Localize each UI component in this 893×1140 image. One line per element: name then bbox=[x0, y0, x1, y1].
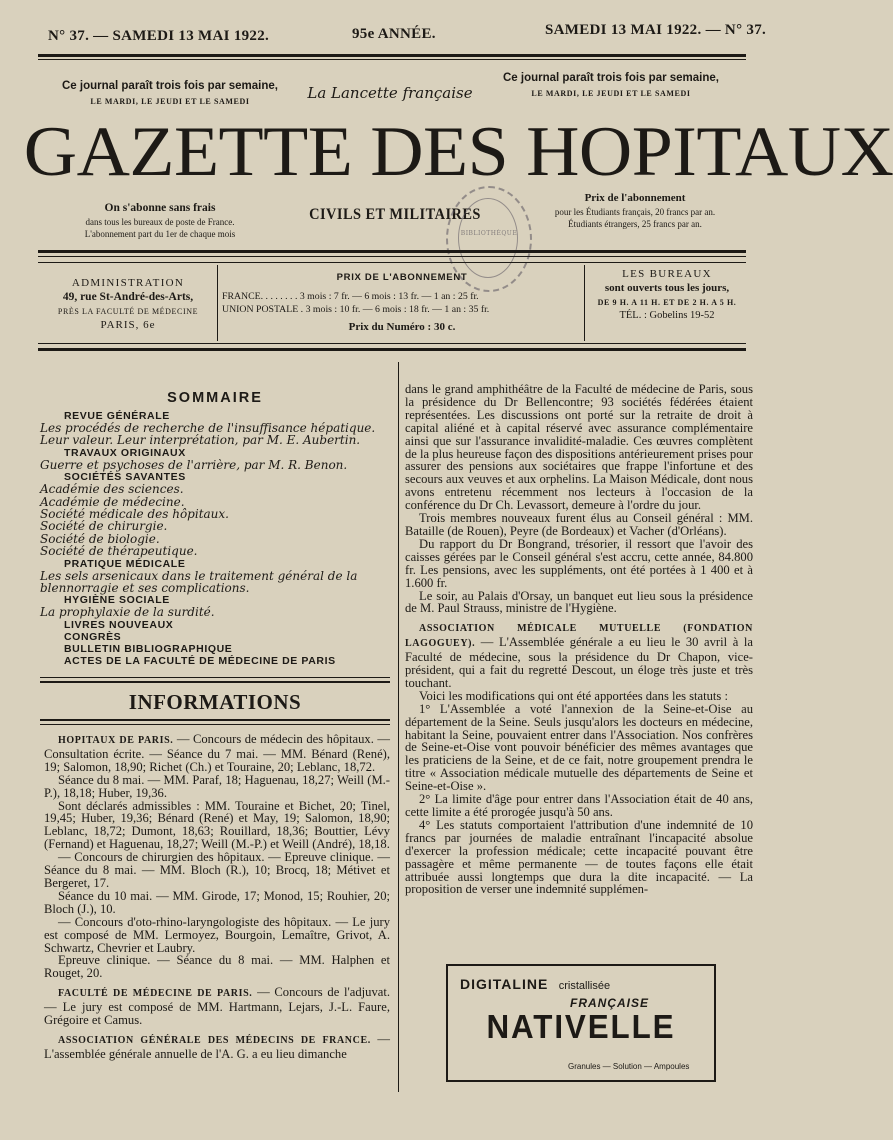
sommaire-title: SOMMAIRE bbox=[167, 390, 263, 406]
info-paragraph: Sont déclarés admissibles : MM. Touraine et Bichet, 20; Tinel, 19,45; Huber, 19,36; Bénard (René) et May, 19; Salomon, 18,90; Leblanc, 18,72; Dumont, 18,63; Rouillard, 18,36; Bouttier, Lévy (Fernand) et Haguenau, 18,27; Weill (M.-P.) et Weill (André), 18,18. bbox=[44, 798, 390, 852]
advert-forms: Granules — Solution — Ampoules bbox=[568, 1062, 690, 1071]
sommaire bbox=[40, 390, 390, 667]
issue-left: N° 37. — SAMEDI 13 MAI 1922. bbox=[48, 28, 270, 44]
info-paragraph: Séance du 10 mai. — MM. Girode, 17; Monod, 15; Rouhier, 20; Bloch (J.), 10. bbox=[44, 888, 390, 916]
sommaire-item: Les sels arsenicaux dans le traitement général de la blennorragie et ses complications. bbox=[40, 568, 358, 596]
info-paragraph: — L'assemblée générale annuelle de l'A. G. a eu lieu dimanche bbox=[44, 1031, 390, 1061]
sommaire-section: HYGIÈNE SOCIALE bbox=[64, 594, 170, 607]
student-price-foreign: Étudiants étrangers, 25 francs par an. bbox=[568, 219, 702, 229]
infobar-bottom-rule bbox=[38, 348, 746, 351]
info-paragraph: — Concours de médecin des hôpitaux. — Consultation écrite. — Séance du 7 mai. — MM. Bénard (René), 19; Salomon, 18,90; Richet (Ch.) et Touraine, 20; Leblanc, 18,72. bbox=[44, 732, 390, 774]
subscribe-line3: L'abonnement part du 1er de chaque mois bbox=[84, 229, 236, 239]
info-heading: ASSOCIATION GÉNÉRALE DES MÉDECINS DE FRANCE. bbox=[58, 1034, 371, 1046]
sommaire-item: Les procédés de recherche de l'insuffisance hépatique. Leur valeur. Leur interprétation, par M. E. Aubertin. bbox=[40, 421, 376, 448]
subscribe-line2: dans tous les bureaux de poste de France. bbox=[85, 217, 235, 227]
subscribe-line1: On s'abonne sans frais bbox=[104, 202, 216, 214]
right-heading: ASSOCIATION MÉDICALE MUTUELLE (FONDATION LAGOGUEY). bbox=[405, 623, 753, 650]
days-right: LE MARDI, LE JEUDI ET LE SAMEDI bbox=[531, 89, 691, 98]
student-price-fr: pour les Étudiants français, 20 francs par an. bbox=[554, 207, 716, 217]
infobar-bottom-rule-thin bbox=[38, 343, 746, 344]
infobar-divider-1 bbox=[217, 265, 218, 341]
newspaper-title: GAZETTE DES HOPITAUX bbox=[23, 113, 893, 191]
right-column-body bbox=[405, 383, 753, 896]
stamp-text: BIBLIOTHÈQUE bbox=[460, 230, 518, 237]
info-rule-top2 bbox=[40, 681, 390, 683]
info-paragraph: — Concours de l'adjuvat. — Le jury est composé de MM. Hartmann, Lejars, J.-L. Faure, Grégoire et Camus. bbox=[44, 985, 390, 1028]
student-price-block bbox=[520, 192, 750, 229]
sommaire-item: Guerre et psychoses de l'arrière, par M. R. Benon. bbox=[40, 457, 348, 472]
subscribe-block bbox=[40, 202, 280, 239]
advert-line1 bbox=[460, 976, 610, 994]
bureaux-block bbox=[588, 268, 746, 321]
freq-right: Ce journal paraît trois fois par semaine, bbox=[502, 72, 719, 84]
freq-right-block bbox=[496, 72, 726, 98]
right-paragraph: Du rapport du Dr Bongrand, trésorier, il ressort que l'avoir des caisses gérées par le Conseil général s'est accru, cette année, 84.800 fr. Les pensions, avec les suppléments, ont été portées à 1 400 et à 1.600 fr. bbox=[405, 536, 753, 590]
info-paragraph: — Concours d'oto-rhino-laryngologiste des hôpitaux. — Le jury est composé de MM. Lermoyez, Bourgoin, Lemaître, Grivot, A. Schwartz, Chevrier et Laubry. bbox=[44, 914, 390, 955]
sommaire-section: LIVRES NOUVEAUX bbox=[64, 618, 174, 631]
sommaire-item: Société médicale des hôpitaux. bbox=[40, 507, 229, 522]
bureaux-hours: DE 9 H. A 11 H. ET DE 2 H. A 5 H. bbox=[597, 298, 737, 307]
price-block bbox=[222, 272, 582, 333]
infobar-top-rule-thin2 bbox=[38, 262, 746, 263]
freq-left-block bbox=[50, 80, 290, 106]
right-paragraph: — L'Assemblée générale a eu lieu le 30 avril à la Faculté de médecine, sous la présidence du Dr Chapon, vice-président, qui a fait du regretté Descout, un éloge très juste et très touchant. bbox=[405, 635, 753, 690]
sommaire-item: Société de chirurgie. bbox=[40, 519, 168, 534]
admin-block bbox=[40, 277, 216, 331]
right-paragraph: Voici les modifications qui ont été apportées dans les statuts : bbox=[419, 688, 728, 703]
admin-address: 49, rue St-André-des-Arts, bbox=[62, 291, 194, 303]
sommaire-item: Société de thérapeutique. bbox=[40, 544, 198, 559]
sommaire-section: ACTES DE LA FACULTÉ DE MÉDECINE DE PARIS bbox=[64, 654, 336, 667]
advert-crystal: cristallisée bbox=[558, 980, 611, 992]
column-divider bbox=[398, 362, 399, 1092]
advert-francaise: FRANÇAISE bbox=[570, 996, 650, 1010]
sommaire-section: CONGRÈS bbox=[64, 630, 122, 643]
sommaire-section: REVUE GÉNÉRALE bbox=[64, 410, 170, 422]
sommaire-section: SOCIÉTÉS SAVANTES bbox=[64, 471, 186, 484]
sommaire-item: Académie des sciences. bbox=[40, 482, 184, 497]
bureaux-tel: TÉL. : Gobelins 19-52 bbox=[619, 310, 715, 321]
advert-product: DIGITALINE bbox=[460, 976, 549, 992]
issue-right: SAMEDI 13 MAI 1922. — N° 37. bbox=[545, 22, 767, 38]
sommaire-item: Société de biologie. bbox=[40, 531, 160, 546]
info-heading: HOPITAUX DE PARIS. bbox=[58, 735, 174, 746]
price-title: PRIX DE L'ABONNEMENT bbox=[336, 272, 468, 283]
info-rule-top bbox=[40, 677, 390, 678]
advert-brand: NATIVELLE bbox=[486, 1008, 676, 1045]
right-paragraph: dans le grand amphithéâtre de la Faculté de médecine de Paris, sous la présidence du Dr Bellencontre; 93 sociétés fédérées étaient représentées. Les discussions ont porté sur la retraite de droit à capital aliéné et à capital réservé avec assurance complémentaire ainsi que sur l'assurance invalidité-maladie. Ces œuvres complètent de la plus heureuse façon des dispositions antérieurement prises pour assurer des pensions aux sociétaires que frappe l'infortune et des secours aux veuves et aux orphelins. La Maison Médicale, dont nous avons entretenu récemment nos lecteurs à l'occasion de la conférence du Dr Ch. Levassort, demeure à l'ordre du jour. bbox=[405, 382, 753, 513]
right-paragraph: 2° La limite d'âge pour entrer dans l'Association était de 40 ans, cette limite a été prorogée jusqu'à 50 ans. bbox=[405, 792, 753, 819]
issue-year: 95e ANNÉE. bbox=[352, 26, 436, 42]
informations-title: INFORMATIONS bbox=[128, 690, 302, 714]
right-paragraph: 1° L'Assemblée a voté l'annexion de la Seine-et-Oise au département de la Seine. Seuls jusqu'alors les docteurs en médecine, habitant la Seine, pouvaient entrer dans l'Association. Nos confrères de Seine-et-Oise vont pouvoir bénéficier des mêmes avantages que les praticiens de la Seine, et de ce fait, notre groupement prendra le titre « Association médicale mutuelle des départements de Seine et Seine-et-Oise ». bbox=[405, 701, 753, 794]
top-rule-thin bbox=[38, 59, 746, 60]
info-rule-bottom2 bbox=[40, 724, 390, 725]
info-rule-bottom bbox=[40, 719, 390, 721]
admin-city: PARIS, 6e bbox=[100, 319, 156, 331]
freq-left: Ce journal paraît trois fois par semaine, bbox=[61, 80, 278, 92]
student-price-title: Prix de l'abonnement bbox=[584, 192, 686, 204]
price-union: UNION POSTALE . 3 mois : 10 fr. — 6 mois : 18 fr. — 1 an : 35 fr. bbox=[222, 304, 490, 315]
info-paragraph: Séance du 8 mai. — MM. Paraf, 18; Haguenau, 18,27; Weill (M.-P.), 18,18; Huber, 19,36. bbox=[44, 772, 390, 800]
infobar-top-rule-thin bbox=[38, 256, 746, 257]
info-paragraph: Epreuve clinique. — Séance du 8 mai. — MM. Halphen et Rouget, 20. bbox=[44, 953, 390, 981]
right-paragraph: Le soir, au Palais d'Orsay, un banquet eut lieu sous la présidence de M. Paul Strauss, ministre de l'Hygiène. bbox=[405, 588, 753, 616]
sommaire-section: BULLETIN BIBLIOGRAPHIQUE bbox=[64, 642, 233, 655]
info-heading: FACULTÉ DE MÉDECINE DE PARIS. bbox=[58, 988, 253, 1000]
info-paragraph: — Concours de chirurgien des hôpitaux. — Epreuve clinique. — Séance du 8 mai. — MM. Bloch (R.), 10; Brocq, 18; Métivet et Bergeret, 17. bbox=[44, 850, 390, 890]
sommaire-section: PRATIQUE MÉDICALE bbox=[64, 557, 186, 570]
sommaire-item: Académie de médecine. bbox=[40, 494, 185, 509]
admin-near: PRÈS LA FACULTÉ DE MÉDECINE bbox=[57, 307, 199, 316]
bureaux-title: LES BUREAUX bbox=[622, 268, 712, 280]
days-left: LE MARDI, LE JEUDI ET LE SAMEDI bbox=[90, 97, 250, 106]
digitaline-advert bbox=[446, 964, 716, 1082]
price-france: FRANCE. . . . . . . . 3 mois : 7 fr. — 6 mois : 13 fr. — 1 an : 25 fr. bbox=[222, 291, 479, 302]
infobar-top-rule bbox=[38, 250, 746, 253]
subtitle-top: La Lancette française bbox=[307, 84, 473, 102]
right-paragraph: Trois membres nouveaux furent élus au Conseil général : MM. Bataille (de Rouen), Peyre (de Bordeaux) et Vacher (d'Orléans). bbox=[405, 511, 753, 538]
sommaire-section: TRAVAUX ORIGINAUX bbox=[64, 446, 186, 459]
top-rule bbox=[38, 54, 746, 57]
sommaire-item: La prophylaxie de la surdité. bbox=[40, 605, 215, 620]
admin-title: ADMINISTRATION bbox=[71, 277, 185, 289]
bureaux-open: sont ouverts tous les jours, bbox=[604, 282, 730, 294]
informations-body bbox=[44, 733, 390, 1061]
subtitle-bottom: CIVILS ET MILITAIRES bbox=[309, 206, 481, 223]
right-paragraph: 4° Les statuts comportaient l'attribution d'une indemnité de 10 francs par journées de maladie entraînant l'incapacité absolue d'exercer la profession médicale; cette incapacité pouvant être passagère et même permanente — de toutes façons elle était attribuée aussi longtemps que dura la dite incapacité. — La proposition de verser une indemnité supplémen- bbox=[405, 817, 753, 897]
price-numero: Prix du Numéro : 30 c. bbox=[348, 321, 456, 333]
infobar-divider-2 bbox=[584, 265, 585, 341]
